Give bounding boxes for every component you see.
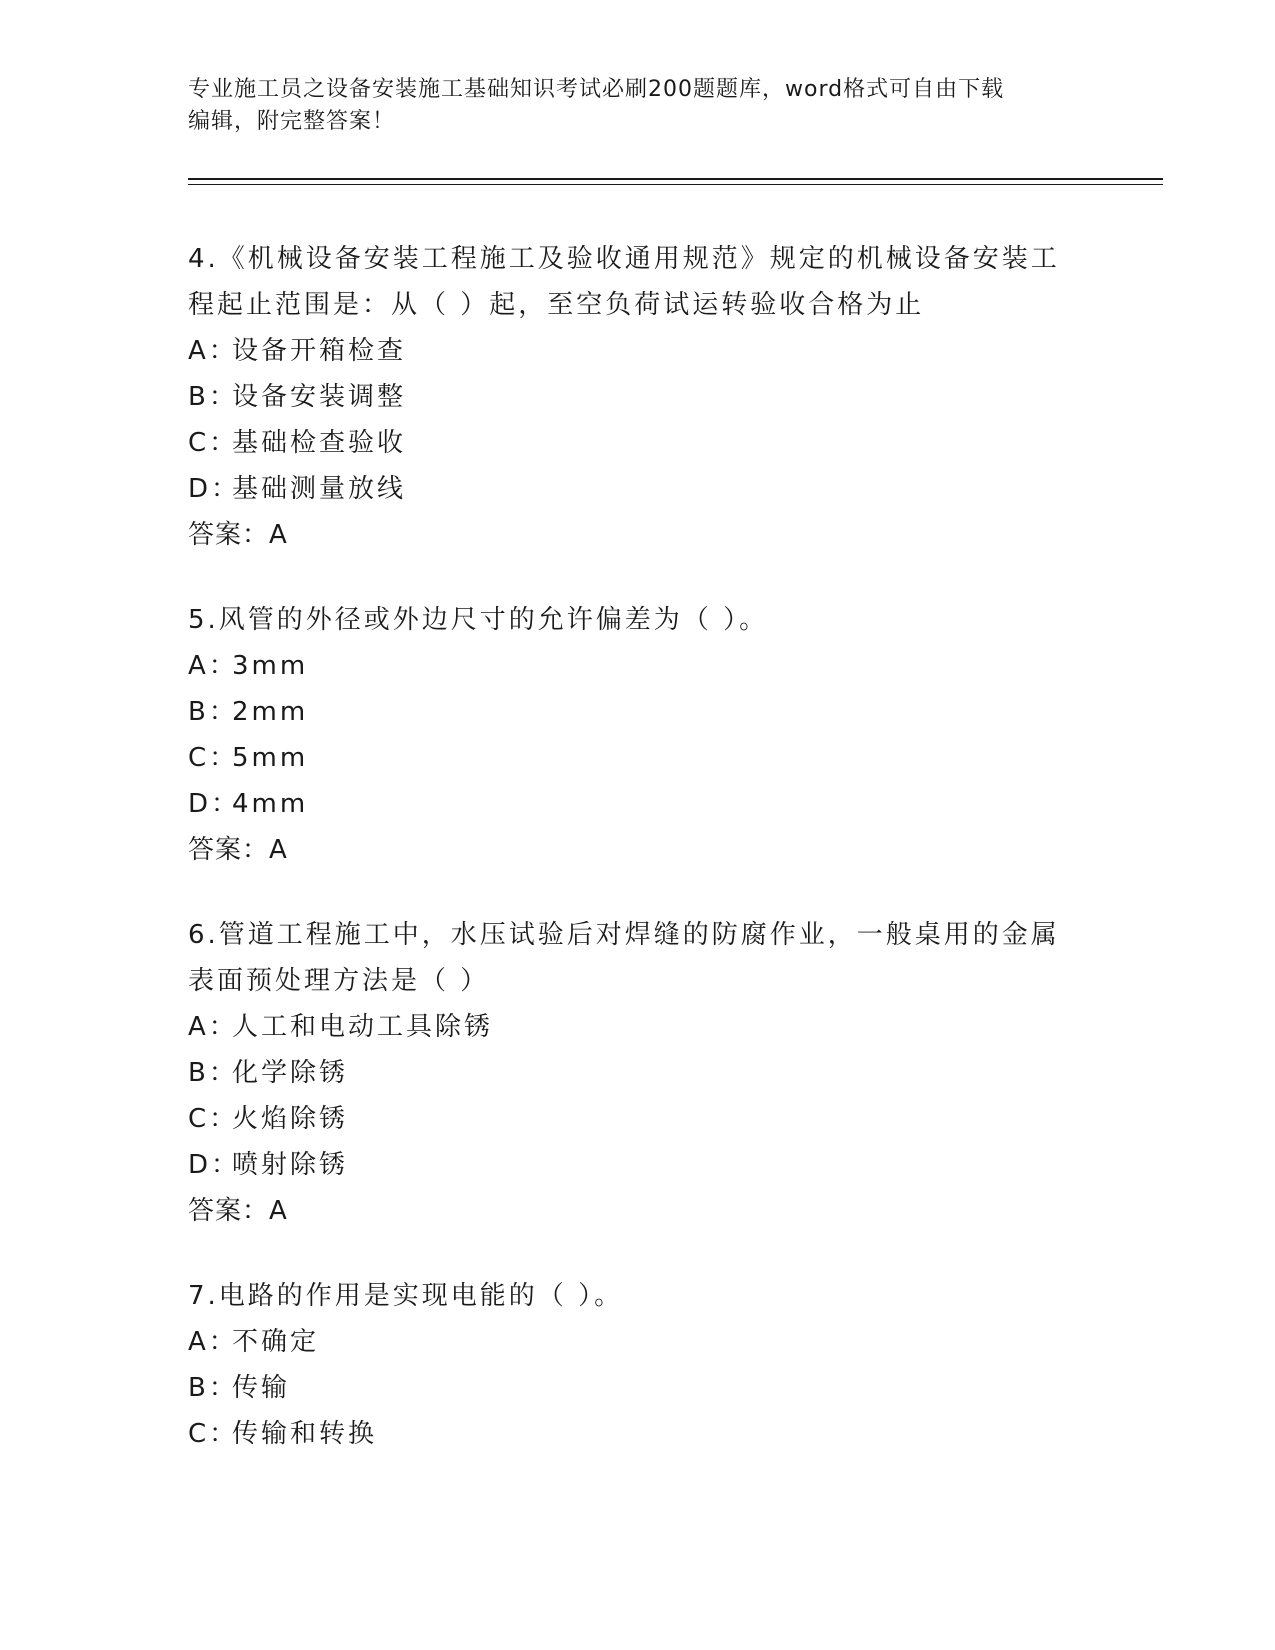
option-c — [188, 1411, 1078, 1457]
option-text: 喷射除锈 — [232, 1150, 349, 1180]
option-letter: C： — [188, 743, 239, 773]
question-4 — [188, 236, 1078, 558]
option-text: 4mm — [232, 789, 309, 819]
option-c — [188, 1096, 1078, 1142]
option-letter: C： — [188, 1104, 239, 1134]
option-letter: C： — [188, 428, 239, 458]
question-list — [188, 236, 1078, 1496]
answer-line: 答案：A — [188, 520, 288, 550]
option-text: 3mm — [232, 651, 309, 681]
option-text: 人工和电动工具除锈 — [232, 1012, 494, 1042]
option-b — [188, 374, 1078, 420]
question-5 — [188, 597, 1078, 873]
header-line-2: 编辑，附完整答案！ — [188, 109, 396, 134]
option-letter: B： — [188, 1373, 238, 1403]
option-c — [188, 735, 1078, 781]
option-d — [188, 1142, 1078, 1188]
option-letter: A： — [188, 336, 238, 366]
question-stem: 5.风管的外径或外边尺寸的允许偏差为（ ）。 — [188, 605, 769, 635]
option-b — [188, 1365, 1078, 1411]
option-text: 设备安装调整 — [232, 382, 407, 412]
option-c — [188, 420, 1078, 466]
option-letter: D： — [188, 1150, 241, 1180]
option-letter: A： — [188, 1327, 238, 1357]
option-a — [188, 1004, 1078, 1050]
option-a — [188, 643, 1078, 689]
option-text: 基础测量放线 — [232, 474, 407, 504]
question-7 — [188, 1273, 1078, 1457]
option-letter: B： — [188, 697, 238, 727]
option-b — [188, 689, 1078, 735]
option-text: 5mm — [232, 743, 309, 773]
question-6 — [188, 912, 1078, 1234]
option-letter: D： — [188, 474, 241, 504]
option-letter: A： — [188, 651, 238, 681]
option-a — [188, 328, 1078, 374]
option-letter: B： — [188, 382, 238, 412]
option-text: 设备开箱检查 — [232, 336, 407, 366]
option-text: 传输 — [232, 1373, 291, 1403]
option-text: 2mm — [232, 697, 309, 727]
option-letter: D： — [188, 789, 241, 819]
document-header — [188, 74, 1088, 138]
option-a — [188, 1319, 1078, 1365]
option-letter: B： — [188, 1058, 238, 1088]
question-stem: 6.管道工程施工中，水压试验后对焊缝的防腐作业，一般桌用的金属表面预处理方法是（ ） — [188, 920, 1060, 996]
question-stem: 7.电路的作用是实现电能的（ ）。 — [188, 1281, 624, 1311]
option-d — [188, 466, 1078, 512]
option-d — [188, 781, 1078, 827]
question-stem: 4.《机械设备安装工程施工及验收通用规范》规定的机械设备安装工程起止范围是：从（ ）起，至空负荷试运转验收合格为止 — [188, 244, 1060, 320]
header-line-1: 专业施工员之设备安装施工基础知识考试必刷200题题库，word格式可自由下载 — [188, 77, 1005, 102]
option-text: 不确定 — [232, 1327, 320, 1357]
header-divider-thin — [188, 184, 1163, 185]
answer-line: 答案：A — [188, 835, 288, 865]
header-divider-thick — [188, 178, 1163, 180]
option-text: 传输和转换 — [232, 1419, 378, 1449]
option-b — [188, 1050, 1078, 1096]
answer-line: 答案：A — [188, 1196, 288, 1226]
option-text: 基础检查验收 — [232, 428, 407, 458]
option-letter: C： — [188, 1419, 239, 1449]
option-text: 火焰除锈 — [232, 1104, 349, 1134]
option-text: 化学除锈 — [232, 1058, 349, 1088]
option-letter: A： — [188, 1012, 238, 1042]
